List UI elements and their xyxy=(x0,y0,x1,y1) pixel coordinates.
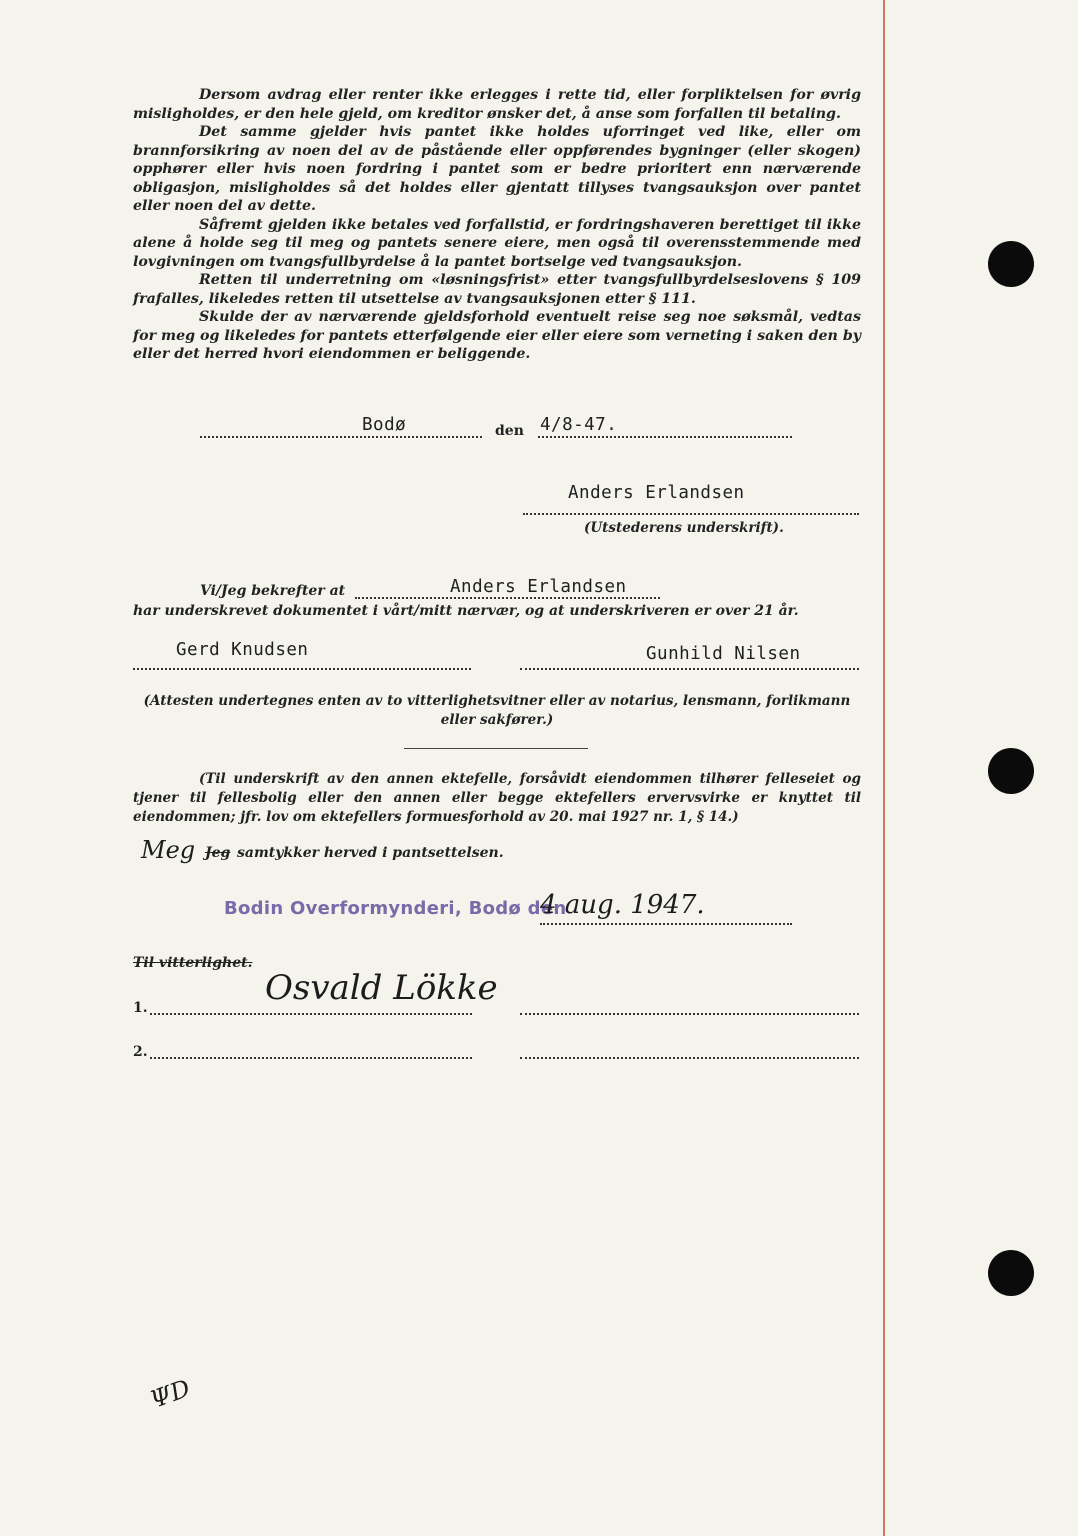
legal-paragraph: Dersom avdrag eller renter ikke erlegges i rette tid, eller forpliktelsen for øvrig misligholdes, er den hele gjeld, om kreditor ønsker det, å anse som forfallen til betaling. xyxy=(133,87,861,122)
punch-hole-middle xyxy=(988,748,1034,794)
witness-row2-left-line xyxy=(150,1057,472,1059)
place-field: Bodø xyxy=(362,415,407,435)
legal-terms xyxy=(133,86,861,364)
witness-row1-left-line xyxy=(150,1013,472,1015)
witness-row1-right-line xyxy=(520,1013,859,1015)
stamp-date-dotted-line xyxy=(540,923,792,925)
struck-vitterlighet-label: Til vitterlighet. xyxy=(133,955,253,971)
consent-text: samtykker herved i pantsettelsen. xyxy=(237,845,504,861)
punch-hole-bottom xyxy=(988,1250,1034,1296)
attest-line2: har underskrevet dokumentet i vårt/mitt nærvær, og at underskriveren er over 21 år. xyxy=(133,603,799,619)
witness-row2-number: 2. xyxy=(133,1044,148,1060)
margin-initials: ΨD xyxy=(146,1373,194,1415)
issuer-caption: (Utstederens underskrift). xyxy=(584,520,784,536)
handwritten-date: 4 aug. 1947. xyxy=(540,890,705,920)
legal-paragraph: Retten til underretning om «løsningsfrist» etter tvangsfullbyrdelseslovens § 109 frafalles, likeledes retten til utsettelse av tvangsauksjonen etter § 111. xyxy=(133,272,861,307)
date-field: 4/8-47. xyxy=(540,415,618,435)
legal-paragraph: Skulde der av nærværende gjeldsforhold eventuelt reise seg noe søksmål, vedtas for meg og likeledes for pantets etterfølgende eier eller eiere som verneting i saken den by eller det herred hvori eiendommen er beliggende. xyxy=(133,309,861,362)
red-margin-line xyxy=(883,0,885,1536)
witness1-dotted-line xyxy=(133,668,471,670)
witness-row1-number: 1. xyxy=(133,1000,148,1016)
witness2-dotted-line xyxy=(520,668,859,670)
punch-hole-top xyxy=(988,241,1034,287)
witness-row2-right-line xyxy=(520,1057,859,1059)
attest-note: (Attesten undertegnes enten av to vitterlighetsvitner eller av notarius, lensmann, forlikmann eller sakfører.) xyxy=(143,693,851,728)
date-dotted-line xyxy=(538,436,792,438)
spouse-note: (Til underskrift av den annen ektefelle, forsåvidt eiendommen tilhører felleseiet og tjener til fellesbolig eller den annen eller begge ektefellers ervervsvirke er knyttet til eiendommen; jfr. lov om ektefellers formuesforhold av 20. mai 1927 nr. 1, § 14.) xyxy=(133,771,861,825)
overformynderi-stamp: Bodin Overformynderi, Bodø den xyxy=(224,898,567,919)
struck-jeg: Jeg xyxy=(205,845,231,861)
section-divider xyxy=(404,748,588,749)
handwritten-signature: Osvald Lökke xyxy=(265,968,498,1008)
place-dotted-line xyxy=(200,436,482,438)
issuer-name: Anders Erlandsen xyxy=(568,483,745,503)
legal-paragraph: Såfremt gjelden ikke betales ved forfallstid, er fordringshaveren berettiget til ikke alene å holde seg til meg og pantets senere eiere, men også til overensstemmende med lovgivningen om tvangsfullbyrdelse å la pantet bortselge ved tvangsauksjon. xyxy=(133,216,861,270)
issuer-dotted-line xyxy=(523,513,859,515)
den-label: den xyxy=(495,423,524,439)
handwritten-meg: Meg xyxy=(141,836,196,864)
witness2-name: Gunhild Nilsen xyxy=(646,644,801,664)
witness1-name: Gerd Knudsen xyxy=(176,640,309,660)
legal-paragraph: Det samme gjelder hvis pantet ikke holdes uforringet ved like, eller om brannforsikring av noen del av de påstående eller oppførendes bygninger (eller skogen) opphører eller hvis noen fordring i pantet som er bedre prioritert enn nærværende obligasjon, misligholdes så det holdes eller gjentatt tillyses tvangsauksjon over pantet eller noen del av dette. xyxy=(133,124,861,214)
attest-signer-name: Anders Erlandsen xyxy=(450,577,627,597)
attest-dotted-line xyxy=(355,597,660,599)
attest-prefix: Vi/Jeg bekrefter at xyxy=(200,583,346,599)
